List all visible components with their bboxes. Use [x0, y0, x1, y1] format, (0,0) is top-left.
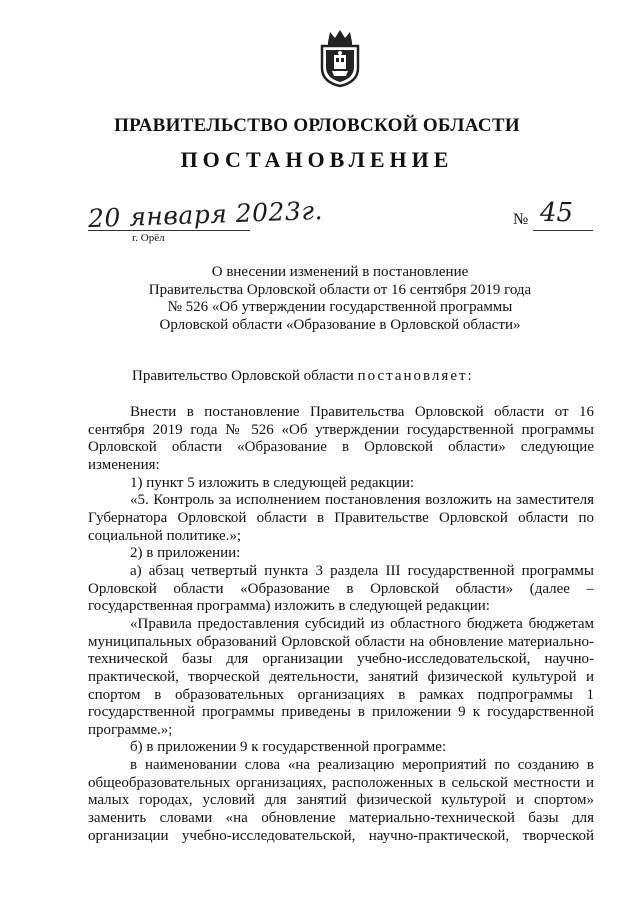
body-paragraph: в наименовании слова «на реализацию мероприятий по созданию в общеобразовательных организациях, расположенных в сельской местности и малых городах, условий для занятий физической культурой и спортом» заменить словами «на обновление материально-технической базы для организации учебно-исследовательской, научно-практической, творческой — [88, 757, 594, 844]
document-type-title: ПОСТАНОВЛЕНИЕ — [180, 147, 454, 172]
body-paragraph: «Правила предоставления субсидий из областного бюджета бюджетам муниципальных образований Орловской области на обновление материально-технической базы для организации учебно-исследовательской, научно-практической, творческой деятельности, занятий физической культурой и спортом в образовательных организациях в рамках подпрограммы 1 государственной программы приведены в приложении 9 к государственной программе.»; — [88, 615, 594, 738]
handwritten-date: 20 января 2023г. — [87, 195, 324, 234]
body-paragraph: а) абзац четвертый пункта 3 раздела III государственной программы Орловской области «Образование в Орловской области» (далее – государственная программа) изложить в следующей редакции: — [88, 562, 594, 615]
decree-verb: постановляет: — [357, 368, 474, 384]
body-paragraph: 2) в приложении: — [130, 545, 241, 562]
decree-statement — [132, 368, 474, 386]
document-subject — [120, 264, 560, 334]
subject-line: Орловской области «Образование в Орловской области» — [159, 316, 521, 333]
date-underline — [88, 230, 250, 231]
body-paragraph: б) в приложении 9 к государственной программе: — [130, 739, 447, 756]
number-underline — [533, 230, 593, 231]
body-paragraph: Внести в постановление Правительства Орловской области от 16 сентября 2019 года № 526 «Об утверждении государственной программы Орловской области «Образование в Орловской области» следующие изменения: — [88, 404, 594, 473]
subject-line: О внесении изменений в постановление — [211, 264, 469, 280]
document-body — [88, 404, 594, 845]
subject-line: Правительства Орловской области от 16 сентября 2019 года — [148, 281, 532, 298]
handwritten-document-number: 45 — [540, 198, 574, 228]
number-sign: № — [513, 211, 529, 228]
subject-line: № 526 «Об утверждении государственной программы — [167, 299, 513, 315]
government-title: ПРАВИТЕЛЬСТВО ОРЛОВСКОЙ ОБЛАСТИ — [114, 115, 520, 136]
city-label: г. Орёл — [132, 232, 165, 244]
body-paragraph: «5. Контроль за исполнением постановления возложить на заместителя Губернатора Орловской области в Правительстве Орловской области по социальной политике.»; — [88, 492, 594, 544]
decree-prefix: Правительство Орловской области — [132, 368, 354, 384]
orel-region-coat-of-arms-icon — [316, 28, 364, 88]
body-paragraph: 1) пункт 5 изложить в следующей редакции: — [130, 474, 415, 491]
